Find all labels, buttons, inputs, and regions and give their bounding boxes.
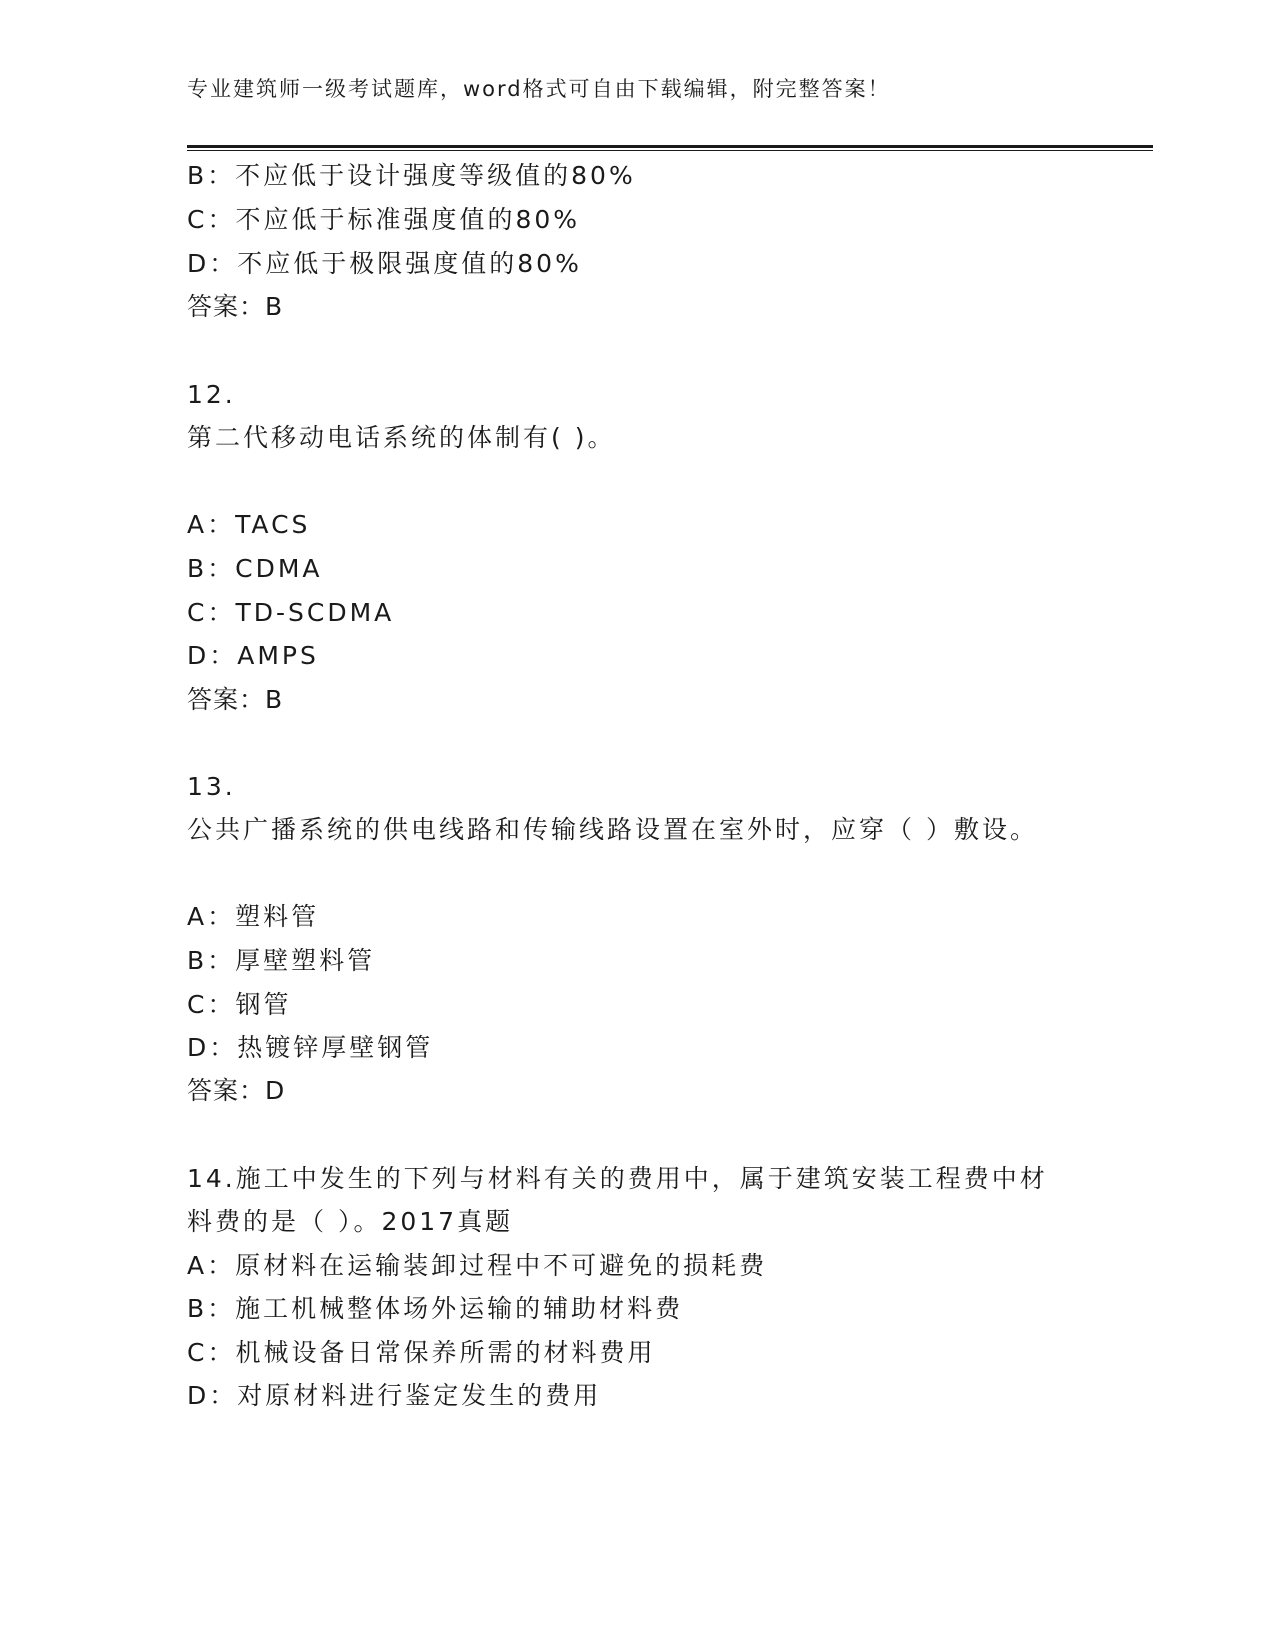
page-header: 专业建筑师一级考试题库，word格式可自由下载编辑，附完整答案！ xyxy=(187,77,891,101)
answer: 答案：D xyxy=(187,1076,286,1105)
option-d: D：不应低于极限强度值的80% xyxy=(187,249,582,278)
option-c: C：不应低于标准强度值的80% xyxy=(187,205,581,234)
header-rule-thin xyxy=(187,150,1153,151)
option-c: C：钢管 xyxy=(187,990,292,1019)
option-d: D：对原材料进行鉴定发生的费用 xyxy=(187,1381,602,1410)
option-d: D：热镀锌厚壁钢管 xyxy=(187,1033,434,1062)
option-c: C：TD-SCDMA xyxy=(187,598,395,627)
answer: 答案：B xyxy=(187,292,284,321)
answer: 答案：B xyxy=(187,685,284,714)
question-text: 公共广播系统的供电线路和传输线路设置在室外时，应穿（ ）敷设。 xyxy=(187,815,1038,844)
option-b: B：不应低于设计强度等级值的80% xyxy=(187,161,636,190)
header-rule-thick xyxy=(187,145,1153,148)
option-b: B：施工机械整体场外运输的辅助材料费 xyxy=(187,1294,684,1323)
question-number: 12. xyxy=(187,380,236,409)
question-text: 第二代移动电话系统的体制有( )。 xyxy=(187,423,616,452)
option-d: D：AMPS xyxy=(187,641,319,670)
option-a: A：原材料在运输装卸过程中不可避免的损耗费 xyxy=(187,1251,768,1280)
option-b: B：CDMA xyxy=(187,554,323,583)
question-text-line-2: 料费的是（ ）。2017真题 xyxy=(187,1207,514,1236)
option-c: C：机械设备日常保养所需的材料费用 xyxy=(187,1338,656,1367)
option-b: B：厚壁塑料管 xyxy=(187,946,376,975)
option-a: A：塑料管 xyxy=(187,902,320,931)
question-text-line-1: 14.施工中发生的下列与材料有关的费用中，属于建筑安装工程费中材 xyxy=(187,1164,1048,1193)
option-a: A：TACS xyxy=(187,510,311,539)
question-number: 13. xyxy=(187,772,236,801)
